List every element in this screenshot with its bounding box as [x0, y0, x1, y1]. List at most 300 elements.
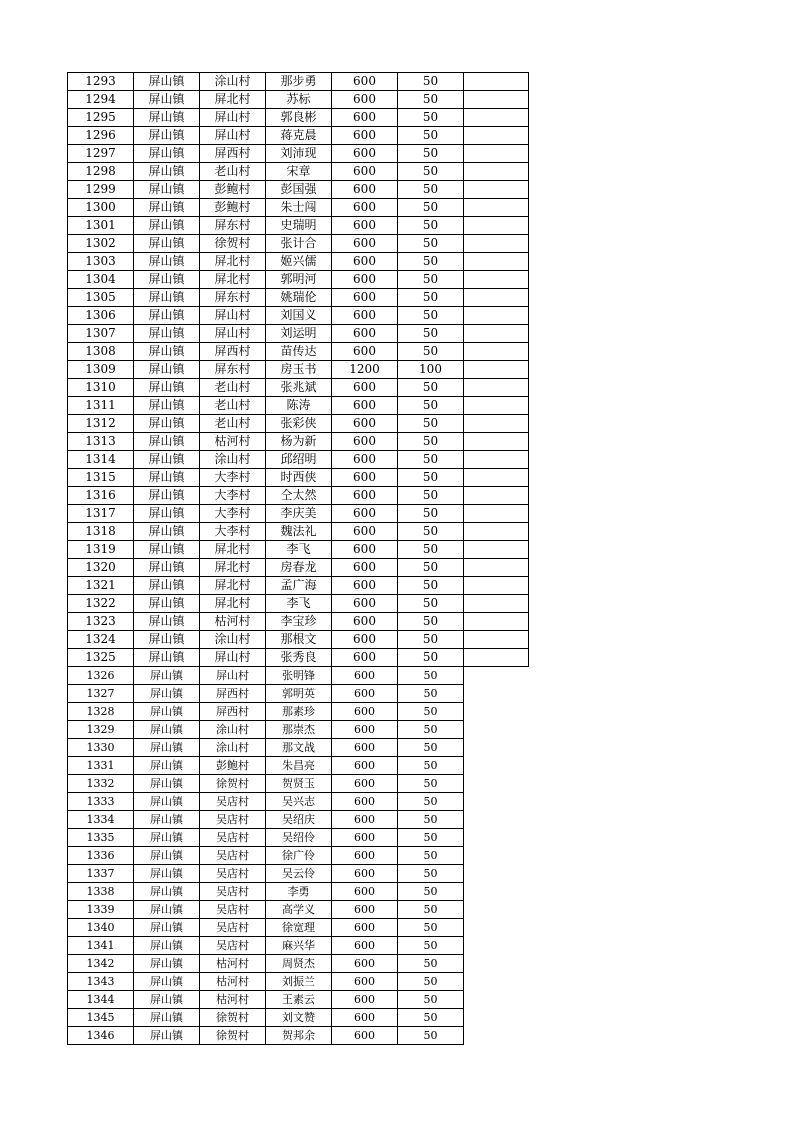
village-cell: 屏北村: [200, 271, 266, 289]
fee-cell: 50: [398, 973, 464, 991]
row-number-cell: 1333: [68, 793, 134, 811]
fee-cell: 50: [398, 955, 464, 973]
village-cell: 徐贺村: [200, 775, 266, 793]
row-number-cell: 1296: [68, 127, 134, 145]
village-cell: 吴店村: [200, 865, 266, 883]
name-cell: 张计合: [266, 235, 332, 253]
name-cell: 郭明河: [266, 271, 332, 289]
amount-cell: 600: [332, 937, 398, 955]
table-row: [68, 325, 529, 343]
name-cell: 吴绍庆: [266, 811, 332, 829]
town-cell: 屏山镇: [134, 937, 200, 955]
town-cell: 屏山镇: [134, 361, 200, 379]
amount-cell: 600: [332, 73, 398, 91]
extra-cell: [464, 955, 529, 973]
village-cell: 屏东村: [200, 217, 266, 235]
extra-cell: [464, 541, 529, 559]
amount-cell: 600: [332, 487, 398, 505]
village-cell: 屏北村: [200, 541, 266, 559]
town-cell: 屏山镇: [134, 127, 200, 145]
town-cell: 屏山镇: [134, 325, 200, 343]
table-row: [68, 163, 529, 181]
table-row: [68, 901, 529, 919]
town-cell: 屏山镇: [134, 865, 200, 883]
town-cell: 屏山镇: [134, 991, 200, 1009]
fee-cell: 50: [398, 145, 464, 163]
data-table: [67, 72, 529, 1045]
amount-cell: 600: [332, 919, 398, 937]
amount-cell: 600: [332, 757, 398, 775]
extra-cell: [464, 631, 529, 649]
town-cell: 屏山镇: [134, 757, 200, 775]
town-cell: 屏山镇: [134, 577, 200, 595]
table-row: [68, 847, 529, 865]
name-cell: 杨为新: [266, 433, 332, 451]
village-cell: 枯河村: [200, 433, 266, 451]
amount-cell: 600: [332, 667, 398, 685]
amount-cell: 600: [332, 955, 398, 973]
fee-cell: 50: [398, 901, 464, 919]
extra-cell: [464, 685, 529, 703]
row-number-cell: 1334: [68, 811, 134, 829]
fee-cell: 50: [398, 667, 464, 685]
row-number-cell: 1342: [68, 955, 134, 973]
table-row: [68, 469, 529, 487]
town-cell: 屏山镇: [134, 595, 200, 613]
fee-cell: 50: [398, 235, 464, 253]
town-cell: 屏山镇: [134, 433, 200, 451]
town-cell: 屏山镇: [134, 73, 200, 91]
town-cell: 屏山镇: [134, 559, 200, 577]
extra-cell: [464, 289, 529, 307]
town-cell: 屏山镇: [134, 397, 200, 415]
amount-cell: 1200: [332, 361, 398, 379]
village-cell: 涂山村: [200, 451, 266, 469]
town-cell: 屏山镇: [134, 829, 200, 847]
village-cell: 大李村: [200, 469, 266, 487]
name-cell: 陈涛: [266, 397, 332, 415]
amount-cell: 600: [332, 829, 398, 847]
fee-cell: 50: [398, 883, 464, 901]
amount-cell: 600: [332, 271, 398, 289]
fee-cell: 50: [398, 721, 464, 739]
extra-cell: [464, 937, 529, 955]
name-cell: 姬兴儒: [266, 253, 332, 271]
extra-cell: [464, 613, 529, 631]
extra-cell: [464, 199, 529, 217]
name-cell: 李飞: [266, 541, 332, 559]
name-cell: 周贤杰: [266, 955, 332, 973]
row-number-cell: 1318: [68, 523, 134, 541]
extra-cell: [464, 991, 529, 1009]
extra-cell: [464, 235, 529, 253]
table-row: [68, 793, 529, 811]
table-row: [68, 1009, 529, 1027]
town-cell: 屏山镇: [134, 145, 200, 163]
village-cell: 吴店村: [200, 793, 266, 811]
amount-cell: 600: [332, 649, 398, 667]
village-cell: 徐贺村: [200, 235, 266, 253]
extra-cell: [464, 487, 529, 505]
village-cell: 涂山村: [200, 721, 266, 739]
row-number-cell: 1309: [68, 361, 134, 379]
row-number-cell: 1300: [68, 199, 134, 217]
extra-cell: [464, 217, 529, 235]
row-number-cell: 1306: [68, 307, 134, 325]
table-row: [68, 523, 529, 541]
extra-cell: [464, 397, 529, 415]
extra-cell: [464, 703, 529, 721]
name-cell: 那根文: [266, 631, 332, 649]
extra-cell: [464, 649, 529, 667]
amount-cell: 600: [332, 901, 398, 919]
fee-cell: 50: [398, 127, 464, 145]
table-row: [68, 181, 529, 199]
town-cell: 屏山镇: [134, 415, 200, 433]
name-cell: 贺贤玉: [266, 775, 332, 793]
table-row: [68, 271, 529, 289]
town-cell: 屏山镇: [134, 289, 200, 307]
table-row: [68, 91, 529, 109]
fee-cell: 50: [398, 397, 464, 415]
amount-cell: 600: [332, 91, 398, 109]
table-row: [68, 127, 529, 145]
town-cell: 屏山镇: [134, 847, 200, 865]
name-cell: 李宝珍: [266, 613, 332, 631]
town-cell: 屏山镇: [134, 541, 200, 559]
name-cell: 那崇杰: [266, 721, 332, 739]
extra-cell: [464, 271, 529, 289]
row-number-cell: 1336: [68, 847, 134, 865]
row-number-cell: 1337: [68, 865, 134, 883]
table-row: [68, 415, 529, 433]
extra-cell: [464, 523, 529, 541]
extra-cell: [464, 253, 529, 271]
town-cell: 屏山镇: [134, 505, 200, 523]
village-cell: 老山村: [200, 415, 266, 433]
table-row: [68, 505, 529, 523]
amount-cell: 600: [332, 613, 398, 631]
extra-cell: [464, 973, 529, 991]
village-cell: 屏西村: [200, 685, 266, 703]
town-cell: 屏山镇: [134, 1027, 200, 1045]
row-number-cell: 1346: [68, 1027, 134, 1045]
extra-cell: [464, 163, 529, 181]
row-number-cell: 1312: [68, 415, 134, 433]
table-row: [68, 937, 529, 955]
row-number-cell: 1297: [68, 145, 134, 163]
extra-cell: [464, 145, 529, 163]
town-cell: 屏山镇: [134, 235, 200, 253]
fee-cell: 50: [398, 451, 464, 469]
fee-cell: 50: [398, 289, 464, 307]
extra-cell: [464, 469, 529, 487]
row-number-cell: 1317: [68, 505, 134, 523]
town-cell: 屏山镇: [134, 721, 200, 739]
amount-cell: 600: [332, 397, 398, 415]
name-cell: 郭良彬: [266, 109, 332, 127]
amount-cell: 600: [332, 721, 398, 739]
extra-cell: [464, 1009, 529, 1027]
name-cell: 朱昌亮: [266, 757, 332, 775]
row-number-cell: 1313: [68, 433, 134, 451]
town-cell: 屏山镇: [134, 91, 200, 109]
town-cell: 屏山镇: [134, 955, 200, 973]
village-cell: 屏北村: [200, 253, 266, 271]
name-cell: 房春龙: [266, 559, 332, 577]
fee-cell: 50: [398, 739, 464, 757]
table-row: [68, 991, 529, 1009]
row-number-cell: 1326: [68, 667, 134, 685]
amount-cell: 600: [332, 307, 398, 325]
row-number-cell: 1335: [68, 829, 134, 847]
row-number-cell: 1324: [68, 631, 134, 649]
village-cell: 彭鲍村: [200, 181, 266, 199]
fee-cell: 50: [398, 685, 464, 703]
fee-cell: 50: [398, 73, 464, 91]
name-cell: 苗传达: [266, 343, 332, 361]
town-cell: 屏山镇: [134, 217, 200, 235]
table-row: [68, 145, 529, 163]
village-cell: 屏北村: [200, 577, 266, 595]
name-cell: 李勇: [266, 883, 332, 901]
fee-cell: 50: [398, 829, 464, 847]
village-cell: 徐贺村: [200, 1027, 266, 1045]
town-cell: 屏山镇: [134, 451, 200, 469]
row-number-cell: 1330: [68, 739, 134, 757]
amount-cell: 600: [332, 541, 398, 559]
name-cell: 史瑞明: [266, 217, 332, 235]
table-row: [68, 289, 529, 307]
amount-cell: 600: [332, 469, 398, 487]
table-row: [68, 739, 529, 757]
town-cell: 屏山镇: [134, 973, 200, 991]
village-cell: 涂山村: [200, 631, 266, 649]
town-cell: 屏山镇: [134, 883, 200, 901]
row-number-cell: 1345: [68, 1009, 134, 1027]
row-number-cell: 1338: [68, 883, 134, 901]
village-cell: 屏山村: [200, 325, 266, 343]
town-cell: 屏山镇: [134, 1009, 200, 1027]
table-row: [68, 973, 529, 991]
table-row: [68, 307, 529, 325]
row-number-cell: 1304: [68, 271, 134, 289]
village-cell: 屏东村: [200, 361, 266, 379]
name-cell: 吴兴志: [266, 793, 332, 811]
village-cell: 彭鲍村: [200, 757, 266, 775]
town-cell: 屏山镇: [134, 487, 200, 505]
amount-cell: 600: [332, 991, 398, 1009]
amount-cell: 600: [332, 883, 398, 901]
fee-cell: 50: [398, 1027, 464, 1045]
town-cell: 屏山镇: [134, 343, 200, 361]
amount-cell: 600: [332, 1009, 398, 1027]
extra-cell: [464, 1027, 529, 1045]
town-cell: 屏山镇: [134, 271, 200, 289]
village-cell: 屏东村: [200, 289, 266, 307]
table-row: [68, 811, 529, 829]
fee-cell: 50: [398, 649, 464, 667]
amount-cell: 600: [332, 415, 398, 433]
table-row: [68, 235, 529, 253]
name-cell: 徐广伶: [266, 847, 332, 865]
village-cell: 屏西村: [200, 343, 266, 361]
row-number-cell: 1294: [68, 91, 134, 109]
row-number-cell: 1308: [68, 343, 134, 361]
extra-cell: [464, 667, 529, 685]
fee-cell: 50: [398, 991, 464, 1009]
village-cell: 屏西村: [200, 703, 266, 721]
fee-cell: 100: [398, 361, 464, 379]
village-cell: 吴店村: [200, 901, 266, 919]
village-cell: 枯河村: [200, 613, 266, 631]
amount-cell: 600: [332, 379, 398, 397]
name-cell: 宋章: [266, 163, 332, 181]
village-cell: 枯河村: [200, 973, 266, 991]
extra-cell: [464, 73, 529, 91]
amount-cell: 600: [332, 109, 398, 127]
extra-cell: [464, 559, 529, 577]
village-cell: 涂山村: [200, 739, 266, 757]
table-row: [68, 919, 529, 937]
village-cell: 屏北村: [200, 559, 266, 577]
row-number-cell: 1341: [68, 937, 134, 955]
village-cell: 老山村: [200, 397, 266, 415]
fee-cell: 50: [398, 307, 464, 325]
table-row: [68, 667, 529, 685]
fee-cell: 50: [398, 757, 464, 775]
fee-cell: 50: [398, 703, 464, 721]
table-row: [68, 649, 529, 667]
table-row: [68, 955, 529, 973]
table-row: [68, 541, 529, 559]
extra-cell: [464, 343, 529, 361]
amount-cell: 600: [332, 163, 398, 181]
village-cell: 屏北村: [200, 91, 266, 109]
row-number-cell: 1299: [68, 181, 134, 199]
fee-cell: 50: [398, 793, 464, 811]
amount-cell: 600: [332, 253, 398, 271]
row-number-cell: 1320: [68, 559, 134, 577]
village-cell: 屏北村: [200, 595, 266, 613]
row-number-cell: 1314: [68, 451, 134, 469]
extra-cell: [464, 127, 529, 145]
amount-cell: 600: [332, 631, 398, 649]
extra-cell: [464, 757, 529, 775]
extra-cell: [464, 883, 529, 901]
extra-cell: [464, 109, 529, 127]
amount-cell: 600: [332, 523, 398, 541]
table-row: [68, 757, 529, 775]
village-cell: 吴店村: [200, 937, 266, 955]
table-row: [68, 1027, 529, 1045]
extra-cell: [464, 181, 529, 199]
town-cell: 屏山镇: [134, 667, 200, 685]
row-number-cell: 1302: [68, 235, 134, 253]
town-cell: 屏山镇: [134, 919, 200, 937]
amount-cell: 600: [332, 811, 398, 829]
amount-cell: 600: [332, 289, 398, 307]
row-number-cell: 1298: [68, 163, 134, 181]
name-cell: 郭明英: [266, 685, 332, 703]
table-row: [68, 865, 529, 883]
extra-cell: [464, 379, 529, 397]
name-cell: 张兆斌: [266, 379, 332, 397]
extra-cell: [464, 829, 529, 847]
name-cell: 苏标: [266, 91, 332, 109]
amount-cell: 600: [332, 145, 398, 163]
name-cell: 蒋克晨: [266, 127, 332, 145]
fee-cell: 50: [398, 217, 464, 235]
village-cell: 徐贺村: [200, 1009, 266, 1027]
town-cell: 屏山镇: [134, 199, 200, 217]
name-cell: 那步勇: [266, 73, 332, 91]
town-cell: 屏山镇: [134, 901, 200, 919]
amount-cell: 600: [332, 433, 398, 451]
amount-cell: 600: [332, 325, 398, 343]
town-cell: 屏山镇: [134, 793, 200, 811]
name-cell: 那文战: [266, 739, 332, 757]
row-number-cell: 1340: [68, 919, 134, 937]
amount-cell: 600: [332, 577, 398, 595]
fee-cell: 50: [398, 181, 464, 199]
village-cell: 屏山村: [200, 127, 266, 145]
amount-cell: 600: [332, 1027, 398, 1045]
extra-cell: [464, 325, 529, 343]
amount-cell: 600: [332, 559, 398, 577]
table-row: [68, 109, 529, 127]
row-number-cell: 1323: [68, 613, 134, 631]
row-number-cell: 1331: [68, 757, 134, 775]
row-number-cell: 1327: [68, 685, 134, 703]
table-row: [68, 595, 529, 613]
extra-cell: [464, 721, 529, 739]
row-number-cell: 1293: [68, 73, 134, 91]
extra-cell: [464, 595, 529, 613]
village-cell: 枯河村: [200, 991, 266, 1009]
table-row: [68, 397, 529, 415]
town-cell: 屏山镇: [134, 307, 200, 325]
name-cell: 麻兴华: [266, 937, 332, 955]
village-cell: 屏山村: [200, 667, 266, 685]
row-number-cell: 1301: [68, 217, 134, 235]
row-number-cell: 1311: [68, 397, 134, 415]
town-cell: 屏山镇: [134, 163, 200, 181]
extra-cell: [464, 901, 529, 919]
amount-cell: 600: [332, 775, 398, 793]
village-cell: 吴店村: [200, 883, 266, 901]
amount-cell: 600: [332, 865, 398, 883]
fee-cell: 50: [398, 199, 464, 217]
fee-cell: 50: [398, 937, 464, 955]
row-number-cell: 1328: [68, 703, 134, 721]
name-cell: 刘振兰: [266, 973, 332, 991]
village-cell: 吴店村: [200, 829, 266, 847]
village-cell: 屏山村: [200, 307, 266, 325]
name-cell: 李庆美: [266, 505, 332, 523]
town-cell: 屏山镇: [134, 181, 200, 199]
amount-cell: 600: [332, 451, 398, 469]
name-cell: 那素珍: [266, 703, 332, 721]
town-cell: 屏山镇: [134, 523, 200, 541]
name-cell: 孟广海: [266, 577, 332, 595]
fee-cell: 50: [398, 847, 464, 865]
fee-cell: 50: [398, 91, 464, 109]
amount-cell: 600: [332, 199, 398, 217]
village-cell: 吴店村: [200, 919, 266, 937]
fee-cell: 50: [398, 811, 464, 829]
table-row: [68, 883, 529, 901]
